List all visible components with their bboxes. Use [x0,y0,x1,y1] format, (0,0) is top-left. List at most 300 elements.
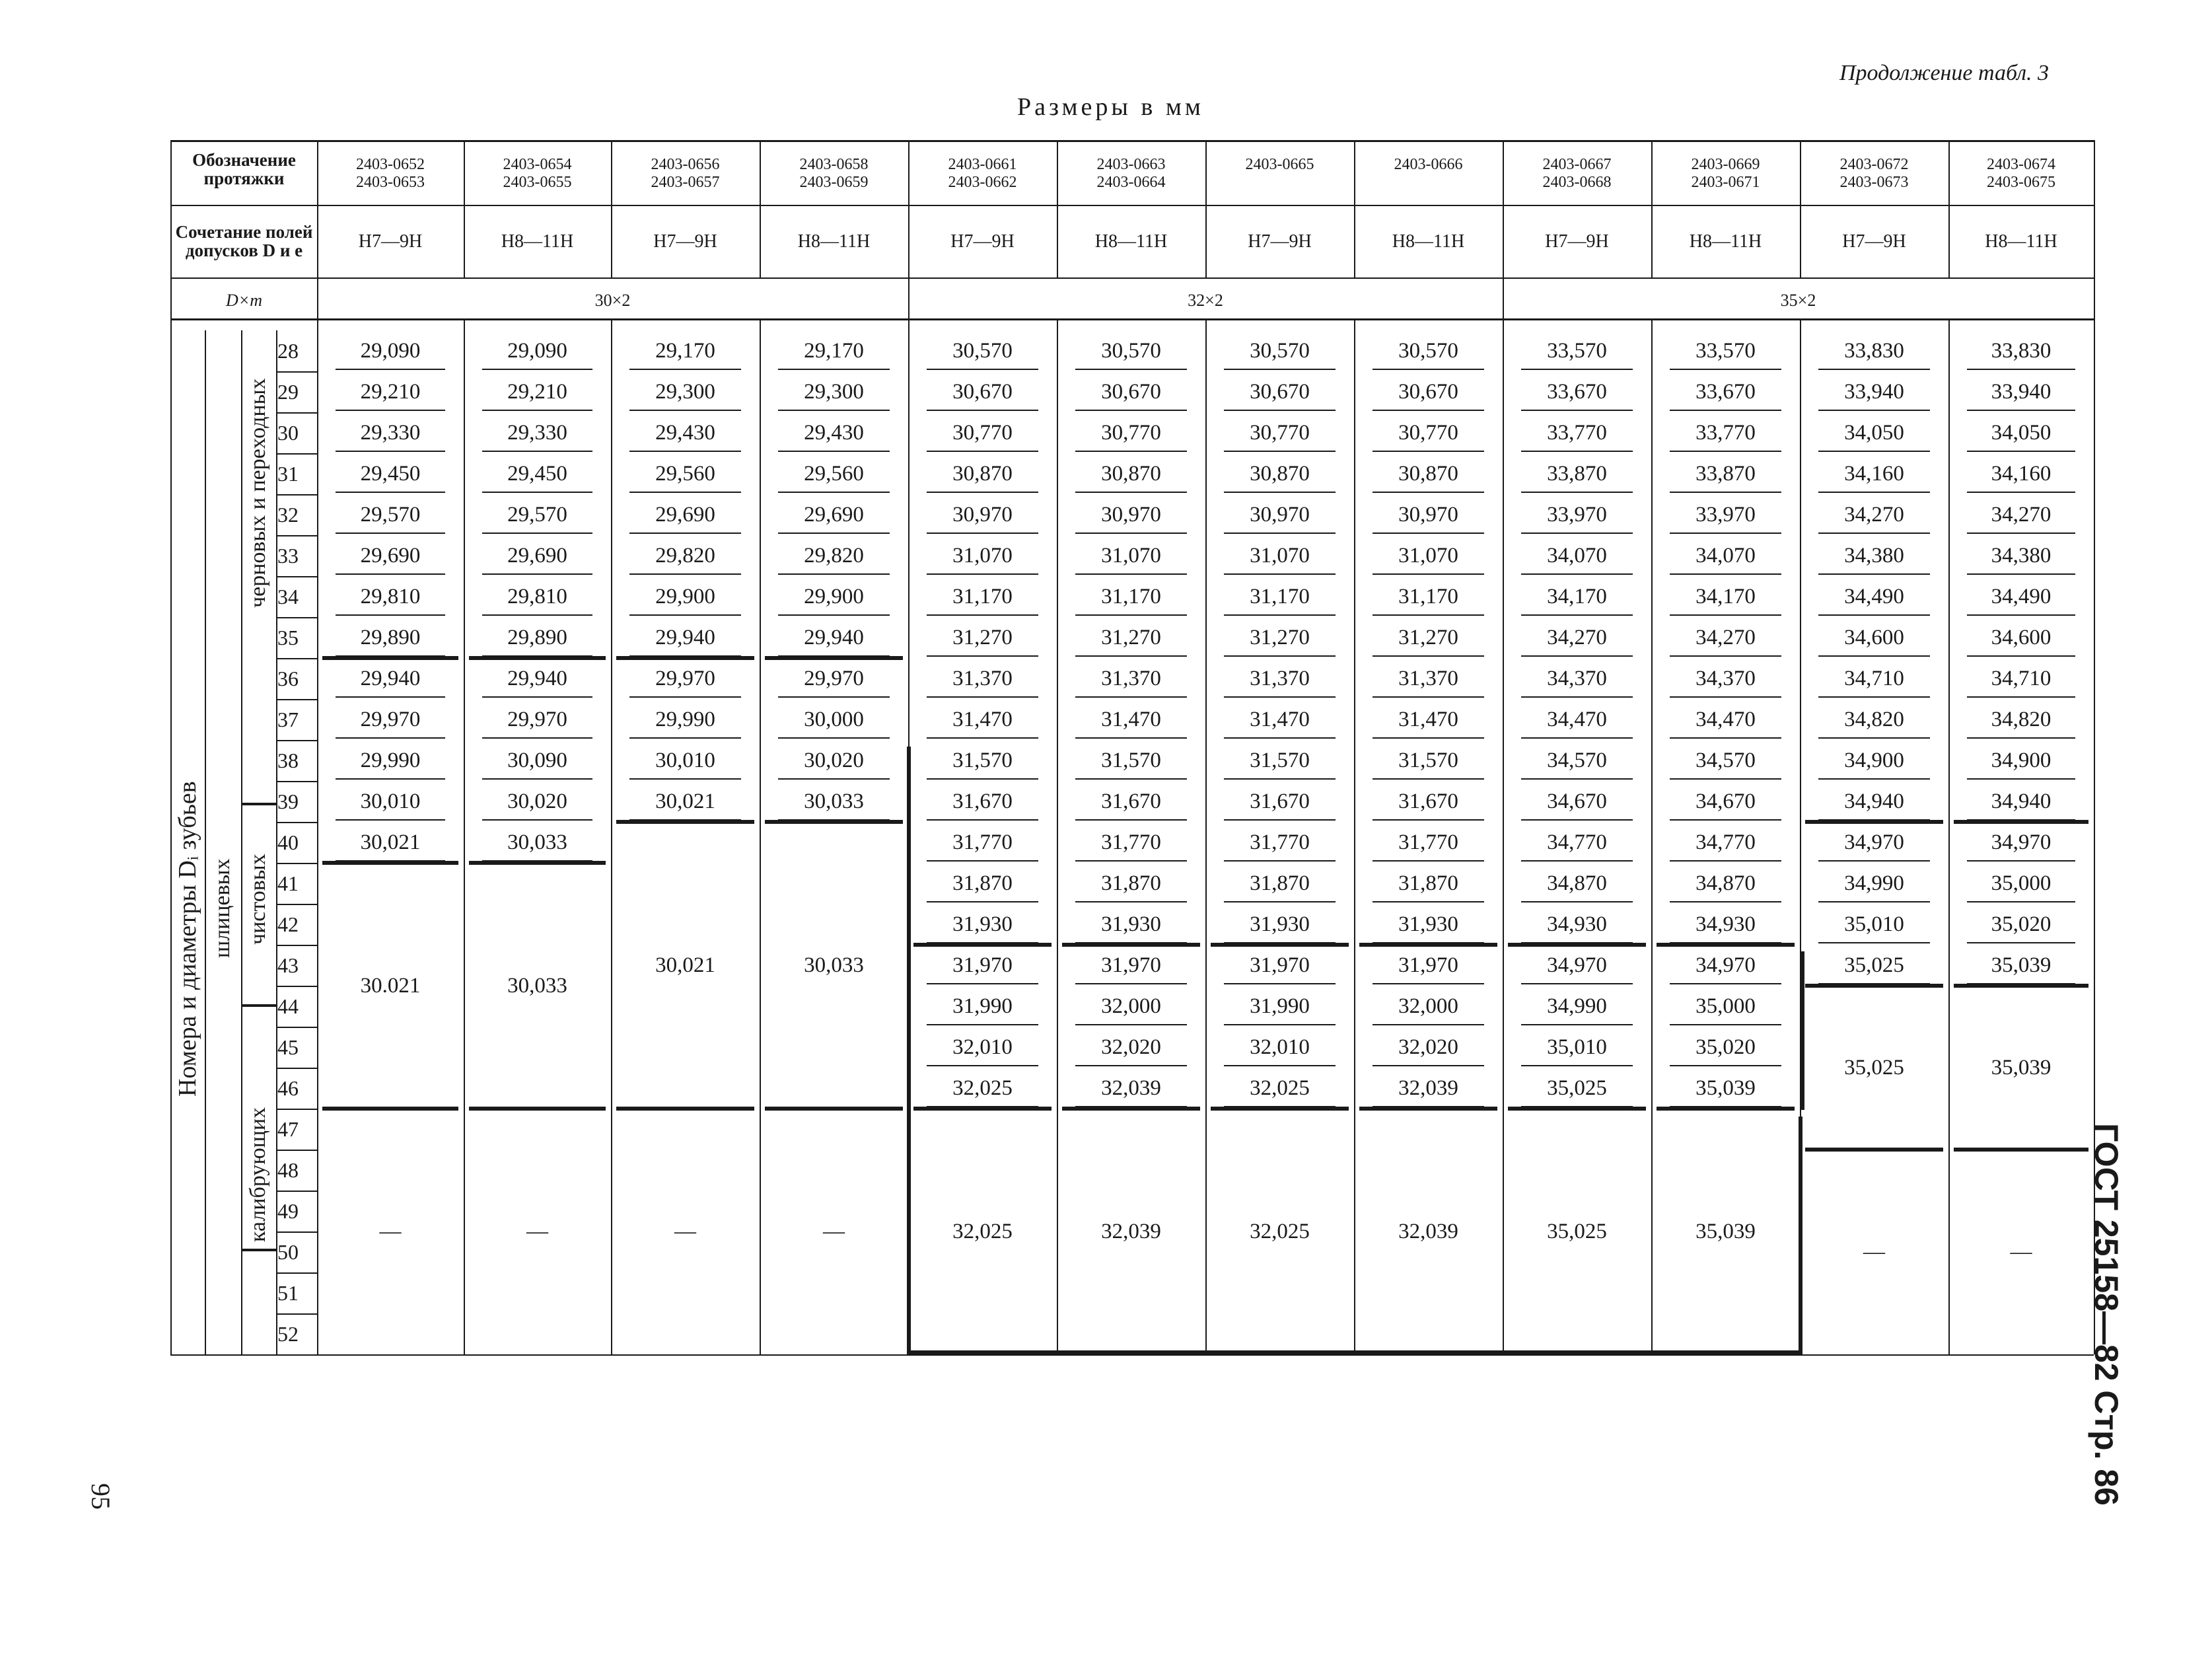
table-cell: 33,770 [1547,421,1607,445]
table-cell: 29,900 [804,585,864,608]
rule-line [1521,696,1633,698]
table-cell: 34,170 [1547,585,1607,608]
table-cell: 32,025 [1250,1076,1310,1100]
rule-line [1224,451,1336,452]
table-cell: 32,039 [1101,1076,1161,1100]
rule-line [482,696,592,698]
table-cell: 31,570 [1101,749,1161,772]
table-cell: 31,670 [1250,790,1310,813]
row-number: 28 [277,339,299,363]
table-cell: 30,021 [655,790,715,813]
table-cell: — [674,1220,696,1243]
rule-line [1954,984,2088,988]
table-cell: 30,970 [1250,503,1310,527]
rule-line [1801,951,1804,1110]
table-cell: 30,033 [507,830,567,854]
rule-line [317,318,318,1354]
column-tolerance: H7—9H [358,231,423,252]
rule-line [1805,820,1943,824]
column-designation [611,156,760,192]
table-cell: 34,160 [1991,462,2051,486]
rule-line [629,614,741,616]
table-cell: 34,050 [1991,421,2051,445]
table-cell: 33,830 [1844,339,1904,363]
table-cell: 31,070 [1250,544,1310,568]
rule-line [1967,614,2075,616]
table-cell: 35,010 [1547,1035,1607,1059]
rule-line [1967,492,2075,493]
table-cell: 34,050 [1844,421,1904,445]
rule-line [778,778,890,780]
group-rough-label: черновых и переходных [246,378,270,608]
rule-line [170,318,2094,320]
rule-line [765,656,903,660]
rule-line [1354,318,1355,1354]
rule-line [927,614,1038,616]
table-cell: 29,330 [360,421,421,445]
rule-line [778,369,890,370]
column-designation [1354,156,1503,174]
designation-code: 2403-0653 [356,174,425,191]
table-cell: 34,990 [1547,994,1607,1018]
rule-line [482,410,592,411]
table-cell: 34,490 [1844,585,1904,608]
table-cell: 32,039 [1398,1220,1458,1243]
table-cell: 31,670 [952,790,1013,813]
designation-code: 2403-0656 [651,156,720,173]
table-cell: 35,039 [1695,1076,1756,1100]
rule-line [1967,369,2075,370]
rule-line [1373,451,1484,452]
table-cell: 29,570 [360,503,421,527]
table-cell: 35,025 [1547,1220,1607,1243]
row-number: 37 [277,708,299,731]
rule-line [1373,901,1484,902]
designation-label: Обозначение протяжки [192,150,296,188]
table-cell: 34,600 [1844,626,1904,649]
designation-code: 2403-0654 [503,156,572,173]
table-cell: 31,770 [1101,830,1161,854]
rule-line [1670,492,1781,493]
table-cell: 34,600 [1991,626,2051,649]
table-cell: 29,450 [507,462,567,486]
rule-line [170,140,2094,142]
rule-line [1075,614,1187,616]
row-number: 29 [277,380,299,404]
table-cell: 31,470 [952,708,1013,731]
rule-line [276,863,317,864]
rule-line [765,1107,903,1111]
table-cell: 29,090 [360,339,421,363]
table-cell: 32,039 [1101,1220,1161,1243]
rule-line [1373,1065,1484,1066]
table-cell: 34,570 [1695,749,1756,772]
table-cell: 34,930 [1695,912,1756,936]
table-cell: 33,570 [1695,339,1756,363]
rule-line [1224,901,1336,902]
table-cell: 29,940 [507,667,567,690]
rule-line [1521,614,1633,616]
rule-line [322,861,458,865]
rule-line [276,699,317,700]
rule-line [469,861,606,865]
table-cell: 30,670 [952,380,1013,404]
table-cell: 30,033 [804,790,864,813]
rule-line [1062,1107,1200,1111]
rule-line [913,1107,1052,1111]
table-cell: 33,940 [1991,380,2051,404]
rule-line [1224,819,1336,821]
table-cell: 30,670 [1250,380,1310,404]
row-number: 47 [277,1117,299,1141]
rule-line [927,1024,1038,1025]
column-designation [1057,156,1205,192]
table-cell: 30,870 [1250,462,1310,486]
table-cell: 31,670 [1398,790,1458,813]
table-cell: 31,170 [1250,585,1310,608]
rule-line [927,655,1038,657]
rule-line [760,318,761,1354]
rule-line [1521,410,1633,411]
table-cell: 31,930 [1398,912,1458,936]
column-designation [1651,156,1800,192]
column-tolerance: H7—9H [653,231,717,252]
rule-line [1670,451,1781,452]
table-cell: 34,970 [1547,953,1607,977]
table-cell: 31,930 [952,912,1013,936]
table-cell: 35,020 [1695,1035,1756,1059]
rule-line [629,696,741,698]
rule-line [1373,410,1484,411]
table-cell: 30,770 [1250,421,1310,445]
table-cell: 29,330 [507,421,567,445]
rule-line [1075,573,1187,575]
rule-line [1670,901,1781,902]
table-cell: 29,990 [655,708,715,731]
rule-line [1818,410,1930,411]
rule-line [1224,410,1336,411]
table-cell: 29,890 [507,626,567,649]
table-cell: 34,970 [1844,830,1904,854]
rule-line [1373,696,1484,698]
rule-line [778,614,890,616]
rule-line [464,318,465,1354]
table-cell: 34,820 [1844,708,1904,731]
table-cell: 34,900 [1991,749,2051,772]
column-designation [1205,156,1354,174]
rule-line [1670,778,1781,780]
rule-line [1670,737,1781,739]
designation-code: 2403-0666 [1394,156,1463,173]
table-cell: 34,380 [1844,544,1904,568]
table-cell: 29,210 [507,380,567,404]
table-cell: 30,770 [1101,421,1161,445]
column-tolerance: H7—9H [1842,231,1906,252]
row-number: 35 [277,626,299,649]
rule-line [1670,819,1781,821]
rule-line [1954,1148,2088,1152]
rule-line [1075,410,1187,411]
table-cell: 34,710 [1991,667,2051,690]
table-cell: 29,430 [655,421,715,445]
rule-line [1224,655,1336,657]
rule-line [336,696,445,698]
rule-line [1670,369,1781,370]
designation-code: 2403-0662 [948,174,1017,191]
rule-line [908,1350,1800,1354]
row-number: 43 [277,953,299,977]
table-cell: 30,010 [360,790,421,813]
column-tolerance: H7—9H [1545,231,1609,252]
rule-line [1521,737,1633,739]
table-cell: 31,870 [1398,871,1458,895]
rule-line [1967,860,2075,862]
table-cell: 35,025 [1844,953,1904,977]
table-cell: 31,870 [952,871,1013,895]
table-cell: — [379,1220,402,1243]
table-cell: 31,990 [1250,994,1310,1018]
rule-line [1211,1107,1349,1111]
rule-line [276,781,317,782]
table-cell: 31,770 [952,830,1013,854]
rule-line [1359,1107,1497,1111]
row-number: 49 [277,1199,299,1223]
rule-line [1521,819,1633,821]
row-number: 42 [277,912,299,936]
rule-line [629,492,741,493]
table-cell: 32,000 [1398,994,1458,1018]
rule-line [1818,369,1930,370]
table-cell: 34,470 [1695,708,1756,731]
rule-line [927,492,1038,493]
table-cell: 29,570 [507,503,567,527]
rule-line [170,318,172,1354]
table-cell: 34,370 [1695,667,1756,690]
rule-line [927,410,1038,411]
table-cell: 31,170 [1101,585,1161,608]
table-cell: 35,039 [1695,1220,1756,1243]
table-cell: 32,000 [1101,994,1161,1018]
dxm-group: 32×2 [1188,291,1223,310]
table-cell: 30,033 [804,953,864,977]
table-cell: 31,990 [952,994,1013,1018]
table-cell: 29,560 [655,462,715,486]
table-cell: 34,670 [1695,790,1756,813]
rule-line [170,140,172,320]
table-cell: 30,033 [507,974,567,998]
table-cell: 34,270 [1991,503,2051,527]
rule-line [1075,1065,1187,1066]
table-cell: 31,930 [1250,912,1310,936]
table-cell: 34,900 [1844,749,1904,772]
table-cell: 31,870 [1101,871,1161,895]
rule-line [927,533,1038,534]
rule-line [276,1272,317,1274]
rule-line [1521,533,1633,534]
table-cell: 30,000 [804,708,864,731]
rule-line [1521,369,1633,370]
table-cell: 31,270 [1398,626,1458,649]
designation-code: 2403-0661 [948,156,1017,173]
designation-code: 2403-0655 [503,174,572,191]
table-cell: 34,380 [1991,544,2051,568]
rule-line [629,573,741,575]
rule-line [1521,492,1633,493]
rule-line [1657,943,1795,947]
rule-line [927,696,1038,698]
table-cell: 34,490 [1991,585,2051,608]
row-number: 38 [277,749,299,772]
rule-line [1670,1024,1781,1025]
rule-line [276,945,317,946]
column-designation [1800,156,1948,192]
table-cell: 31,770 [1250,830,1310,854]
rule-line [629,410,741,411]
table-cell: 31,470 [1101,708,1161,731]
table-cell: 34,070 [1695,544,1756,568]
row-number: 41 [277,871,299,895]
designation-code: 2403-0675 [1987,174,2055,191]
table-cell: 30,570 [952,339,1013,363]
table-cell: 35,025 [1547,1076,1607,1100]
designation-code: 2403-0663 [1096,156,1166,173]
table-cell: 31,930 [1101,912,1161,936]
designation-code: 2403-0657 [651,174,720,191]
table-cell: 30,970 [1398,503,1458,527]
rule-line [276,740,317,741]
table-cell: 31,970 [1398,953,1458,977]
rule-line [1967,778,2075,780]
table-cell: 30,570 [1398,339,1458,363]
designation-code: 2403-0652 [356,156,425,173]
rule-line [482,492,592,493]
rule-line [1670,983,1781,984]
rule-line [1670,696,1781,698]
table-cell: 33,570 [1547,339,1607,363]
table-cell: 30,770 [1398,421,1458,445]
table-cell: 31,970 [952,953,1013,977]
table-cell: 29,450 [360,462,421,486]
rule-line [1224,614,1336,616]
designation-code: 2403-0674 [1987,156,2055,173]
table-cell: 31,570 [952,749,1013,772]
table-cell: 34,770 [1547,830,1607,854]
table-cell: 31,570 [1250,749,1310,772]
rule-line [927,451,1038,452]
table-cell: 34,970 [1991,830,2051,854]
table-cell: 31,070 [1398,544,1458,568]
table-cell: 34,170 [1695,585,1756,608]
table-cell: 33,940 [1844,380,1904,404]
rule-line [336,614,445,616]
table-cell: 30,870 [1398,462,1458,486]
column-tolerance: H8—11H [1689,231,1762,252]
table-cell: 33,770 [1695,421,1756,445]
rule-line [241,803,276,805]
rule-line [1373,819,1484,821]
table-cell: 32,010 [1250,1035,1310,1059]
rule-line [1651,318,1653,1354]
table-cell: 31,270 [952,626,1013,649]
designation-code: 2403-0665 [1245,156,1314,173]
rule-line [1670,860,1781,862]
dxm-label: D×m [225,291,263,310]
rule-line [1373,1024,1484,1025]
rule-line [927,901,1038,902]
rule-line [1818,778,1930,780]
table-cell: 30,021 [655,953,715,977]
rule-line [205,330,206,1354]
rule-line [1521,655,1633,657]
rule-line [1075,696,1187,698]
rule-line [629,533,741,534]
table-cell: 34,670 [1547,790,1607,813]
designation-code: 2403-0658 [799,156,869,173]
rule-line [1521,451,1633,452]
table-cell: 33,970 [1547,503,1607,527]
rule-line [1948,318,1950,1354]
rule-line [611,318,612,1354]
rule-line [276,1313,317,1315]
rule-line [1818,655,1930,657]
table-cell: 29,940 [804,626,864,649]
rule-line [1805,984,1943,988]
table-cell: 34,160 [1844,462,1904,486]
table-cell: 30.021 [360,974,421,998]
table-cell: 29,900 [655,585,715,608]
rule-line [276,904,317,905]
designation-code: 2403-0672 [1839,156,1909,173]
rule-line [1075,451,1187,452]
rule-line [1075,492,1187,493]
rule-line [469,1107,606,1111]
table-cell: 33,870 [1695,462,1756,486]
table-cell: 34,270 [1547,626,1607,649]
row-number: 52 [277,1322,299,1346]
rule-line [616,656,754,660]
rule-line [1967,901,2075,902]
table-cell: 29,820 [804,544,864,568]
table-cell: 29,990 [360,749,421,772]
tolerance-label: Сочетание полей допусков D и e [175,222,313,260]
table-cell: 33,870 [1547,462,1607,486]
table-cell: 34,570 [1547,749,1607,772]
table-cell: 34,990 [1844,871,1904,895]
table-cell: 31,770 [1398,830,1458,854]
rule-line [1508,1107,1646,1111]
rule-line [1670,410,1781,411]
column-designation [760,156,908,192]
rule-line [336,492,445,493]
table-cell: 35,000 [1991,871,2051,895]
page-number: 95 [86,1483,116,1510]
rule-line [1521,1065,1633,1066]
rule-line [276,412,317,414]
rule-line [1373,492,1484,493]
rule-line [276,535,317,536]
designation-code: 2403-0668 [1542,174,1612,191]
rule-line [1967,573,2075,575]
row-number: 34 [277,585,299,608]
rule-line [1508,943,1646,947]
table-cell: 30,570 [1250,339,1310,363]
table-cell: 31,370 [1250,667,1310,690]
table-cell: 34,710 [1844,667,1904,690]
table-cell: 31,670 [1101,790,1161,813]
row-number: 51 [277,1281,299,1305]
table-cell: 34,470 [1547,708,1607,731]
dxm-group: 35×2 [1780,291,1816,310]
